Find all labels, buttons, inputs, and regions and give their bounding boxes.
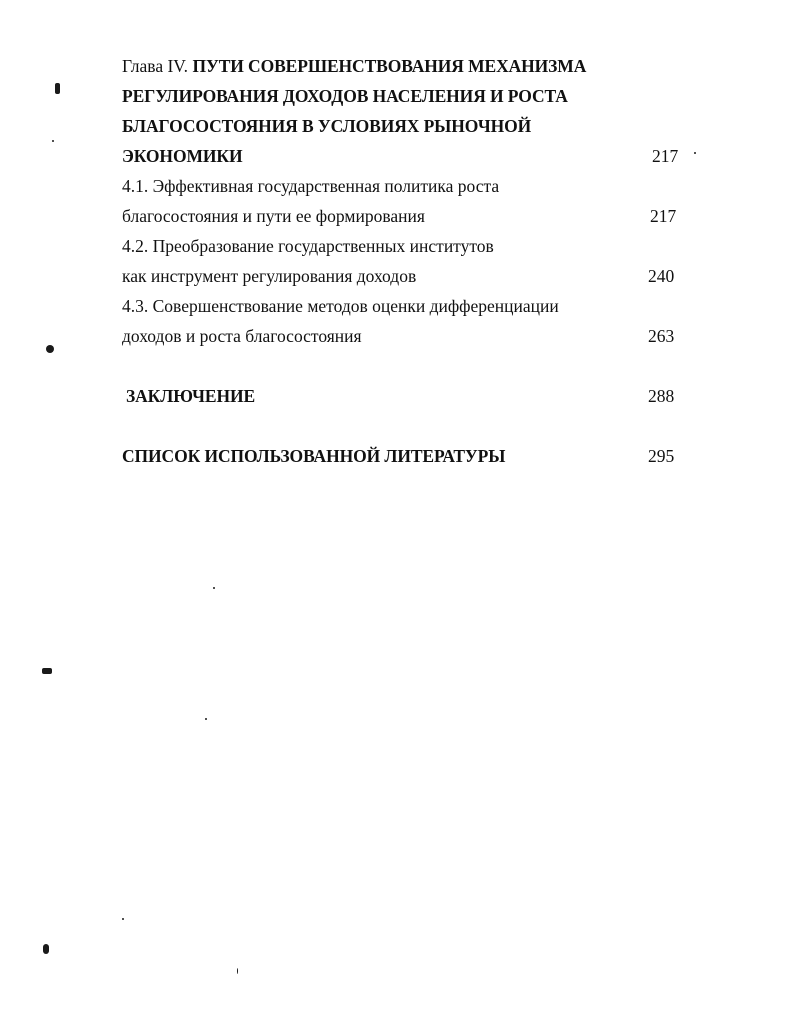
references-title: СПИСОК ИСПОЛЬЗОВАННОЙ ЛИТЕРАТУРЫ	[122, 446, 506, 466]
section-4-2-line-2: как инструмент регулирования доходов	[122, 266, 417, 286]
section-4-1-line-2: благосостояния и пути ее формирования	[122, 206, 425, 226]
conclusion-title: ЗАКЛЮЧЕНИЕ	[126, 386, 256, 406]
references-page-number: 295	[648, 446, 675, 466]
chapter-title-line-2: РЕГУЛИРОВАНИЯ ДОХОДОВ НАСЕЛЕНИЯ И РОСТА	[122, 86, 568, 106]
chapter-prefix: Глава IV.	[122, 56, 189, 76]
scan-speck	[205, 718, 207, 720]
scan-speck	[122, 918, 124, 920]
scan-speck	[237, 968, 238, 974]
chapter-title-line-1: ПУТИ СОВЕРШЕНСТВОВАНИЯ МЕХАНИЗМА	[192, 56, 587, 76]
scan-speck	[43, 944, 49, 954]
chapter-title-line-3: БЛАГОСОСТОЯНИЯ В УСЛОВИЯХ РЫНОЧНОЙ	[122, 116, 532, 136]
scan-speck	[42, 668, 52, 674]
scan-speck	[52, 140, 54, 142]
section-4-3-page-number: 263	[648, 326, 675, 346]
section-4-2-page-number: 240	[648, 266, 675, 286]
chapter-page-number: 217	[652, 146, 679, 166]
scan-speck	[55, 83, 60, 94]
scan-speck	[694, 152, 696, 154]
scan-speck	[46, 345, 54, 353]
section-4-1-line-1: 4.1. Эффективная государственная политика роста	[122, 176, 500, 196]
scan-speck	[213, 587, 215, 589]
chapter-title-line-4: ЭКОНОМИКИ	[122, 146, 243, 166]
section-4-3-line-1: 4.3. Совершенствование методов оценки дифференциации	[122, 296, 559, 316]
section-4-3-line-2: доходов и роста благосостояния	[122, 326, 362, 346]
chapter-heading-line-1	[122, 56, 586, 76]
section-4-2-line-1: 4.2. Преобразование государственных институтов	[122, 236, 494, 256]
section-4-1-page-number: 217	[650, 206, 677, 226]
conclusion-page-number: 288	[648, 386, 675, 406]
